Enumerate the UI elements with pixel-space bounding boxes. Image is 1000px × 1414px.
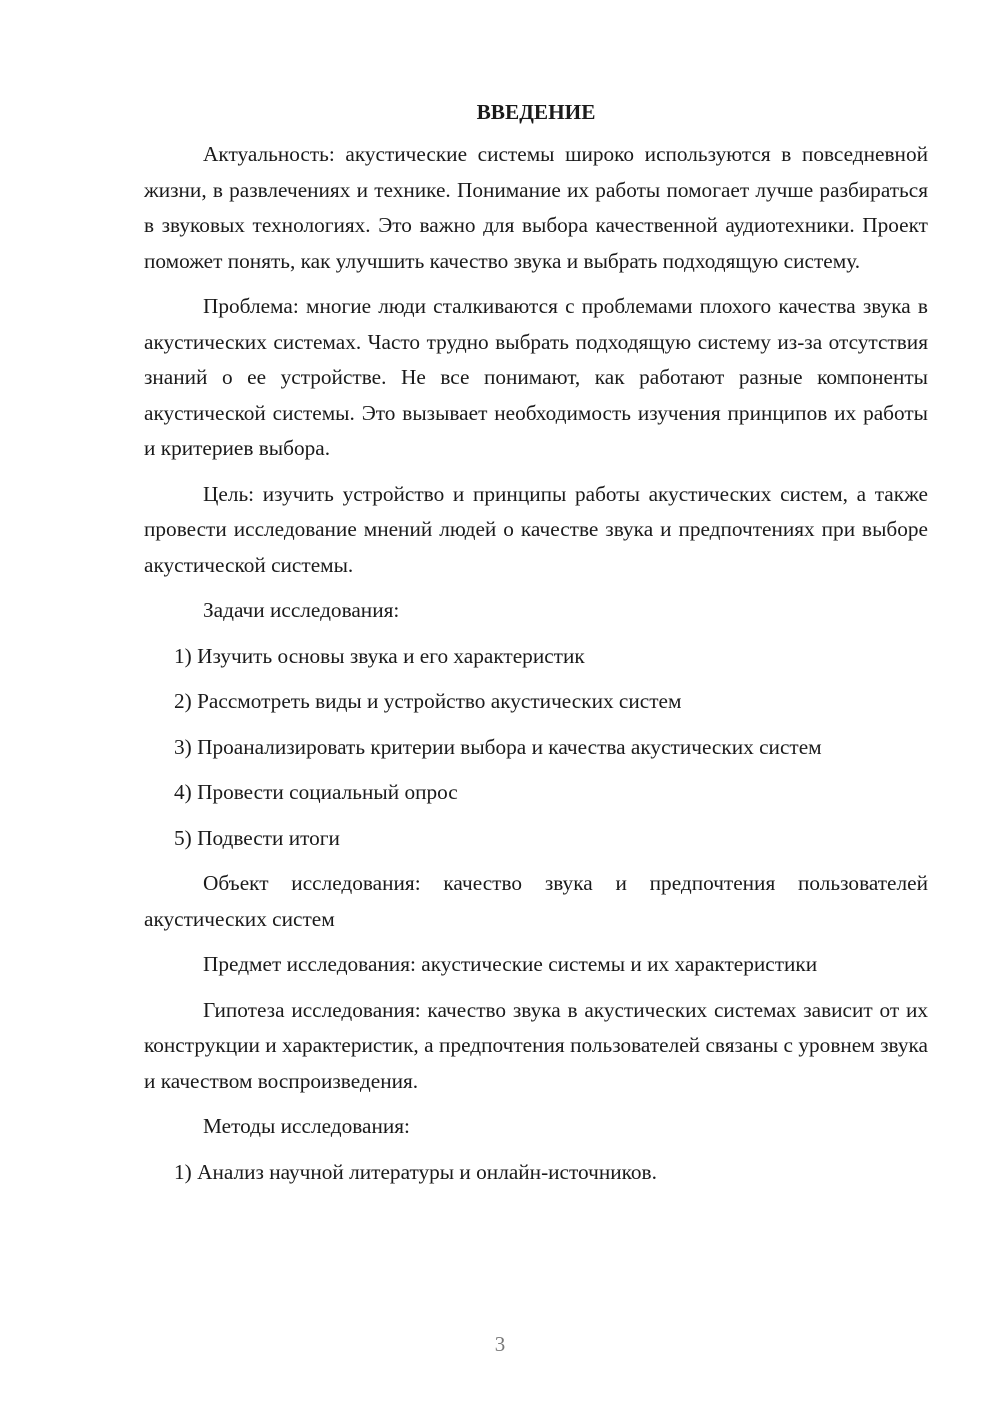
page-number: 3	[494, 1332, 506, 1356]
paragraph-object: Объект исследования: качество звука и предпочтения пользователей акустических систем	[144, 871, 928, 931]
paragraph-relevance: Актуальность: акустические системы широко используются в повседневной жизни, в развлечениях и технике. Понимание их работы помогает лучше разбираться в звуковых технологиях. Это важно для выбора качественной аудиотехники. Проект поможет понять, как улучшить качество звука и выбрать подходящую систему.	[144, 142, 928, 273]
page-content	[144, 95, 928, 1200]
task-item-5: 5) Подвести итоги	[174, 825, 340, 850]
paragraph-hypothesis: Гипотеза исследования: качество звука в акустических системах зависит от их конструкции и характеристик, а предпочтения пользователей связаны с уровнем звука и качеством воспроизведения.	[144, 997, 928, 1093]
task-item-4: 4) Провести социальный опрос	[174, 780, 458, 804]
tasks-heading: Задачи исследования:	[203, 598, 400, 622]
method-item-1: 1) Анализ научной литературы и онлайн-источников.	[174, 1159, 657, 1184]
methods-heading: Методы исследования:	[203, 1114, 410, 1138]
section-title: ВВЕДЕНИЕ	[476, 100, 596, 124]
paragraph-goal: Цель: изучить устройство и принципы работы акустических систем, а также провести исследование мнений людей о качестве звука и предпочтениях при выборе акустической системы.	[144, 481, 928, 577]
task-item-3: 3) Проанализировать критерии выбора и качества акустических систем	[174, 734, 822, 759]
task-item-1: 1) Изучить основы звука и его характеристик	[174, 643, 585, 668]
task-item-2: 2) Рассмотреть виды и устройство акустических систем	[174, 689, 682, 713]
paragraph-subject: Предмет исследования: акустические системы и их характеристики	[203, 952, 818, 976]
paragraph-problem: Проблема: многие люди сталкиваются с проблемами плохого качества звука в акустических системах. Часто трудно выбрать подходящую систему из-за отсутствия знаний о ее устройстве. Не все понимают, как работают разные компоненты акустической системы. Это вызывает необходимость изучения принципов их работы и критериев выбора.	[144, 294, 928, 460]
